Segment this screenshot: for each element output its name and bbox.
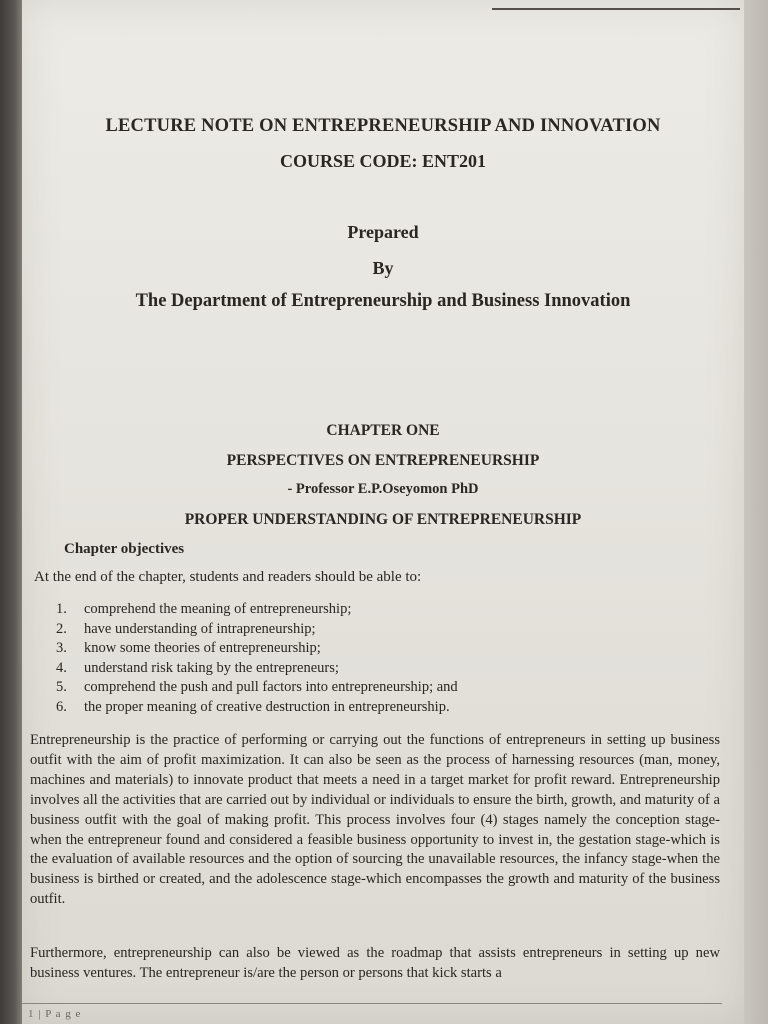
chapter-label: CHAPTER ONE [326, 422, 440, 439]
chapter-author: - Professor E.P.Oseyomon PhD [287, 481, 479, 497]
prepared-label: Prepared [347, 222, 419, 242]
list-text: comprehend the push and pull factors into entrepreneurship; and [84, 679, 458, 695]
chapter-title: PERSPECTIVES ON ENTREPRENEURSHIP [226, 452, 540, 469]
page-footer: 1 | P a g e [28, 1008, 82, 1020]
document-title: LECTURE NOTE ON ENTREPRENEURSHIP AND INNOVATION [105, 116, 661, 136]
list-item [56, 698, 458, 718]
objectives-list [56, 600, 458, 717]
list-number: 2. [56, 620, 67, 637]
list-text: understand risk taking by the entrepreneurs; [84, 659, 339, 676]
list-text: the proper meaning of creative destruction in entrepreneurship. [84, 698, 450, 715]
page-left-shadow [0, 0, 24, 1024]
list-number: 4. [56, 659, 67, 676]
page-right-edge [742, 0, 768, 1024]
objectives-intro: At the end of the chapter, students and readers should be able to: [34, 569, 422, 585]
document-page [22, 0, 744, 1024]
chapter-subtitle: PROPER UNDERSTANDING OF ENTREPRENEURSHIP [184, 511, 582, 528]
list-item [56, 639, 458, 659]
list-item [56, 678, 458, 698]
body-paragraph-1: Entrepreneurship is the practice of performing or carrying out the functions of entrepreneurs in setting up business outfit with the aim of profit maximization. It can also be seen as the process of harnessing resources (man, money, machines and materials) to innovate product that meets a need in a target market for profit reward. Entrepreneurship involves all the activities that are carried out by individual or individuals to ensure the birth, growth, and maturity of a business outfit with the goal of making profit. This process involves four (4) stages namely the conception stage-when the entrepreneur found and considered a feasible business opportunity to invest in, the gestation stage-which is the evaluation of available resources and the option of sourcing the unavailable resources, the infancy stage-when the business is birthed or created, and the adolescence stage-which encompasses the growth and maturity of the business outfit. [30, 732, 720, 908]
course-code: COURSE CODE: ENT201 [279, 151, 487, 171]
list-number: 3. [56, 640, 67, 656]
list-item [56, 659, 458, 679]
list-text: have understanding of intrapreneurship; [84, 620, 316, 637]
list-number: 1. [56, 601, 67, 617]
list-text: comprehend the meaning of entrepreneurship; [84, 601, 352, 617]
department-name: The Department of Entrepreneurship and Business Innovation [135, 291, 631, 311]
list-item [56, 620, 458, 640]
list-number: 5. [56, 679, 67, 695]
list-number: 6. [56, 698, 67, 715]
list-item [56, 600, 458, 620]
by-label: By [372, 258, 394, 278]
objectives-heading: Chapter objectives [64, 541, 185, 557]
body-paragraph-2: Furthermore, entrepreneurship can also be viewed as the roadmap that assists entrepreneurs in setting up new business ventures. The entrepreneur is/are the person or persons that kick starts a [30, 945, 720, 981]
footer-rule [22, 1003, 722, 1004]
list-text: know some theories of entrepreneurship; [84, 640, 321, 656]
top-rule [492, 8, 740, 10]
